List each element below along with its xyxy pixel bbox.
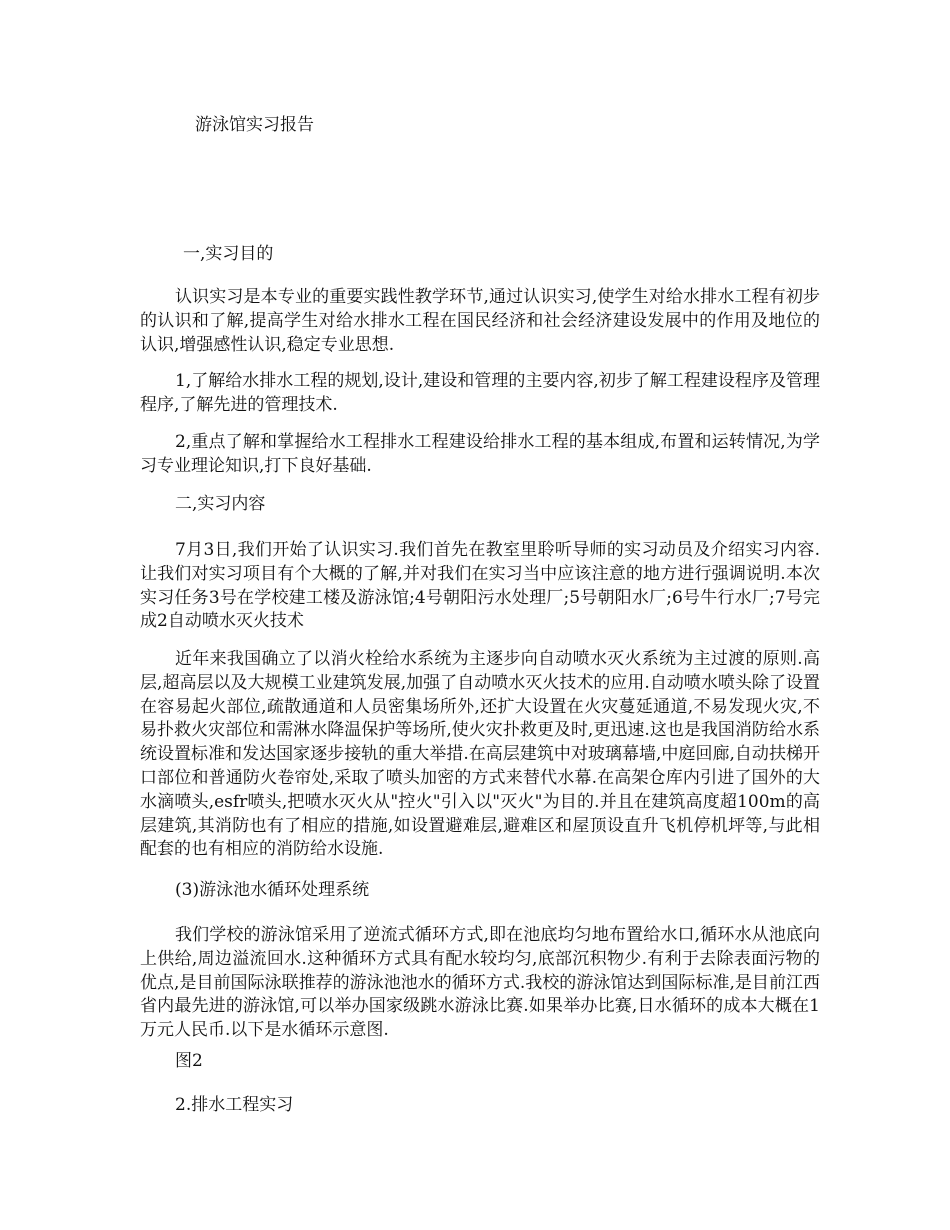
section-heading-purpose: 一,实习目的 bbox=[183, 244, 274, 264]
paragraph-purpose-item-2: 2,重点了解和掌握给水工程排水工程建设给排水工程的基本组成,布置和运转情况,为学习专业理论知识,打下良好基础. bbox=[140, 432, 820, 476]
figure-label: 图2 bbox=[175, 1051, 203, 1071]
section-heading-drainage: 2.排水工程实习 bbox=[175, 1095, 294, 1115]
section-heading-pool-circulation: (3)游泳池水循环处理系统 bbox=[175, 880, 370, 900]
paragraph-purpose-item-1: 1,了解给水排水工程的规划,设计,建设和管理的主要内容,初步了解工程建设程序及管理程序,了解先进的管理技术. bbox=[140, 371, 820, 415]
paragraph-purpose-intro: 认识实习是本专业的重要实践性教学环节,通过认识实习,使学生对给水排水工程有初步的认识和了解,提高学生对给水排水工程在国民经济和社会经济建设发展中的作用及地位的认识,增强感性认识,稳定专业思想. bbox=[140, 287, 820, 355]
paragraph-content-schedule: 7月3日,我们开始了认识实习.我们首先在教室里聆听导师的实习动员及介绍实习内容.让我们对实习项目有个大概的了解,并对我们在实习当中应该注意的地方进行强调说明.本次实习任务3号在学校建工楼及游泳馆;4号朝阳污水处理厂;5号朝阳水厂;6号牛行水厂;7号完成2自动喷水灭火技术 bbox=[140, 540, 820, 632]
document-title: 游泳馆实习报告 bbox=[195, 115, 314, 135]
section-heading-content: 二,实习内容 bbox=[175, 494, 266, 514]
paragraph-pool-circulation: 我们学校的游泳馆采用了逆流式循环方式,即在池底均匀地布置给水口,循环水从池底向上供给,周边溢流回水.这种循环方式具有配水较均匀,底部沉积物少.有利于去除表面污物的优点,是目前国际泳联推荐的游泳池池水的循环方式.我校的游泳馆达到国际标准,是目前江西省内最先进的游泳馆,可以举办国家级跳水游泳比赛.如果举办比赛,日水循环的成本大概在1万元人民币.以下是水循环示意图. bbox=[140, 925, 820, 1041]
paragraph-content-sprinkler: 近年来我国确立了以消火栓给水系统为主逐步向自动喷水灭火系统为主过渡的原则.高层,超高层以及大规模工业建筑发展,加强了自动喷水灭火技术的应用.自动喷水喷头除了设置在容易起火部位,疏散通道和人员密集场所外,还扩大设置在火灾蔓延通道,不易发现火灾,不易扑救火灾部位和需淋水降温保护等场所,使火灾扑救更及时,更迅速.这也是我国消防给水系统设置标准和发达国家逐步接轨的重大举措.在高层建筑中对玻璃幕墙,中庭回廊,自动扶梯开口部位和普通防火卷帘处,采取了喷头加密的方式来替代水幕.在高架仓库内引进了国外的大水滴喷头,esfr喷头,把喷水灭火从"控火"引入以"灭火"为目的.并且在建筑高度超100m的高层建筑,其消防也有了相应的措施,如设置避难层,避难区和屋顶设直升飞机停机坪等,与此相配套的也有相应的消防给水设施. bbox=[140, 649, 820, 860]
